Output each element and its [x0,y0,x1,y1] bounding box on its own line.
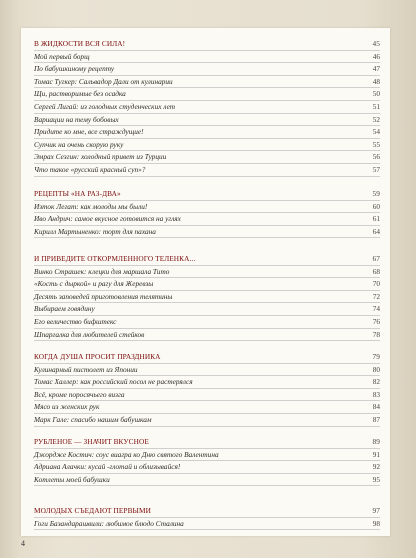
entry-title: Выбираем говядину [34,304,95,314]
toc-entry [34,139,380,152]
entry-page: 54 [372,127,380,137]
toc-entry [34,316,380,329]
entry-page: 61 [372,214,380,224]
toc-entry [34,226,380,239]
page-number: 4 [21,539,25,548]
entry-title: Мясо из женских рук [34,402,100,412]
entry-page: 91 [372,449,380,459]
toc-entry [34,518,380,531]
entry-title: Шпаргалка для любителей стейков [34,329,145,339]
section-heading [34,253,380,266]
toc-entry [34,266,380,279]
entry-title: Изток Легат: как молоды мы были! [34,201,148,211]
section-page: 59 [372,189,380,198]
section-title: МОЛОДЫХ СЪЕДАЮТ ПЕРВЫМИ [34,506,151,515]
entry-page: 60 [372,201,380,211]
toc-entry [34,213,380,226]
section-heading [34,351,380,364]
section-title: РЕЦЕПТЫ «НА РАЗ-ДВА» [34,189,121,198]
entry-title: Супчик на очень скорую руку [34,139,124,149]
toc-section [34,505,380,530]
entry-title: Придите ко мне, все страждущие! [34,127,144,137]
toc-section [34,436,380,486]
entry-page: 82 [372,377,380,387]
section-heading [34,188,380,201]
toc-section [34,188,380,238]
toc-entry [34,151,380,164]
entry-title: Сергей Лигай: из голодных студенческих лет [34,101,176,111]
toc-entry [34,101,380,114]
entry-page: 52 [372,114,380,124]
entry-page: 56 [372,152,380,162]
toc-section [34,253,380,341]
toc-entry [34,303,380,316]
entry-title: Его величество бифштекс [34,316,117,326]
entry-title: Кирилл Мартыненко: торт для пахана [34,226,156,236]
section-page: 97 [372,506,380,515]
entry-page: 68 [372,266,380,276]
section-page: 45 [372,39,380,48]
entry-page: 80 [372,364,380,374]
entry-page: 83 [372,389,380,399]
toc-entry [34,474,380,487]
toc-entry [34,329,380,342]
entry-title: «Кость с дыркой» и рагу для Жеревзы [34,279,154,289]
entry-title: Марк Гале: спасибо нашим бабушкам [34,414,152,424]
entry-page: 46 [372,51,380,61]
entry-page: 57 [372,164,380,174]
entry-title: Джордже Костич: соус виагра ко Дню святого Валентина [34,449,219,459]
toc-entry [34,76,380,89]
entry-page: 74 [372,304,380,314]
toc-entry [34,401,380,414]
entry-title: По бабушкиному рецепту [34,64,115,74]
toc-entry [34,164,380,177]
entry-title: Адриана Алачки: кусай -глотай и облизывайся! [34,462,181,472]
section-title: В ЖИДКОСТИ ВСЯ СИЛА! [34,39,126,48]
entry-page: 70 [372,279,380,289]
entry-title: Вариации на тему бобовых [34,114,119,124]
toc-entry [34,201,380,214]
toc-entry [34,88,380,101]
toc-entry [34,51,380,64]
entry-title: Десять заповедей приготовления телятины [34,291,173,301]
toc-entry [34,376,380,389]
entry-page: 98 [372,518,380,528]
entry-page: 72 [372,291,380,301]
toc-entry [34,126,380,139]
entry-title: Иво Андрич: самое вкусное готовится на углях [34,214,181,224]
toc-entry [34,278,380,291]
section-page: 79 [372,352,380,361]
entry-title: Томас Тугкер: Сальвадор Дали от кулинарии [34,76,173,86]
section-heading [34,38,380,51]
entry-page: 95 [372,474,380,484]
entry-title: Котлеты моей бабушки [34,474,110,484]
toc-entry [34,291,380,304]
entry-page: 50 [372,89,380,99]
entry-page: 48 [372,76,380,86]
toc-section [34,351,380,427]
entry-title: Эмрах Сезгин: холодный привет из Турции [34,152,167,162]
entry-title: Гоги Базандарашвили: любимое блюдо Сталина [34,518,184,528]
toc-entry [34,414,380,427]
entry-page: 47 [372,64,380,74]
toc-entry [34,364,380,377]
entry-title: Что такое «русский красный суп»? [34,164,146,174]
section-title: КОГДА ДУША ПРОСИТ ПРАЗДНИКА [34,352,161,361]
section-page: 67 [372,254,380,263]
entry-page: 76 [372,316,380,326]
section-title: РУБЛЕНОЕ — ЗНАЧИТ ВКУСНОЕ [34,437,149,446]
entry-title: Томас Халлер: как российский посол не растерялся [34,377,193,387]
entry-page: 64 [372,226,380,236]
entry-page: 55 [372,139,380,149]
section-heading [34,505,380,518]
toc-entry [34,449,380,462]
section-heading [34,436,380,449]
entry-page: 84 [372,402,380,412]
entry-page: 92 [372,462,380,472]
entry-title: Мой первый борщ [34,51,90,61]
toc-entry [34,461,380,474]
entry-page: 78 [372,329,380,339]
section-page: 89 [372,437,380,446]
toc-section [34,38,380,177]
toc-entry [34,63,380,76]
section-title: И ПРИВЕДИТЕ ОТКОРМЛЕННОГО ТЕЛЕНКА... [34,254,196,263]
toc-entry [34,114,380,127]
entry-page: 51 [372,101,380,111]
entry-title: Всё, кроме поросячьего визга [34,389,125,399]
entry-title: Щи, растворимые без осадка [34,89,126,99]
toc-entry [34,389,380,402]
entry-title: Винко Страшек: клецки для маршала Тито [34,266,170,276]
entry-page: 87 [372,414,380,424]
entry-title: Кулинарный пистолет из Японии [34,364,138,374]
